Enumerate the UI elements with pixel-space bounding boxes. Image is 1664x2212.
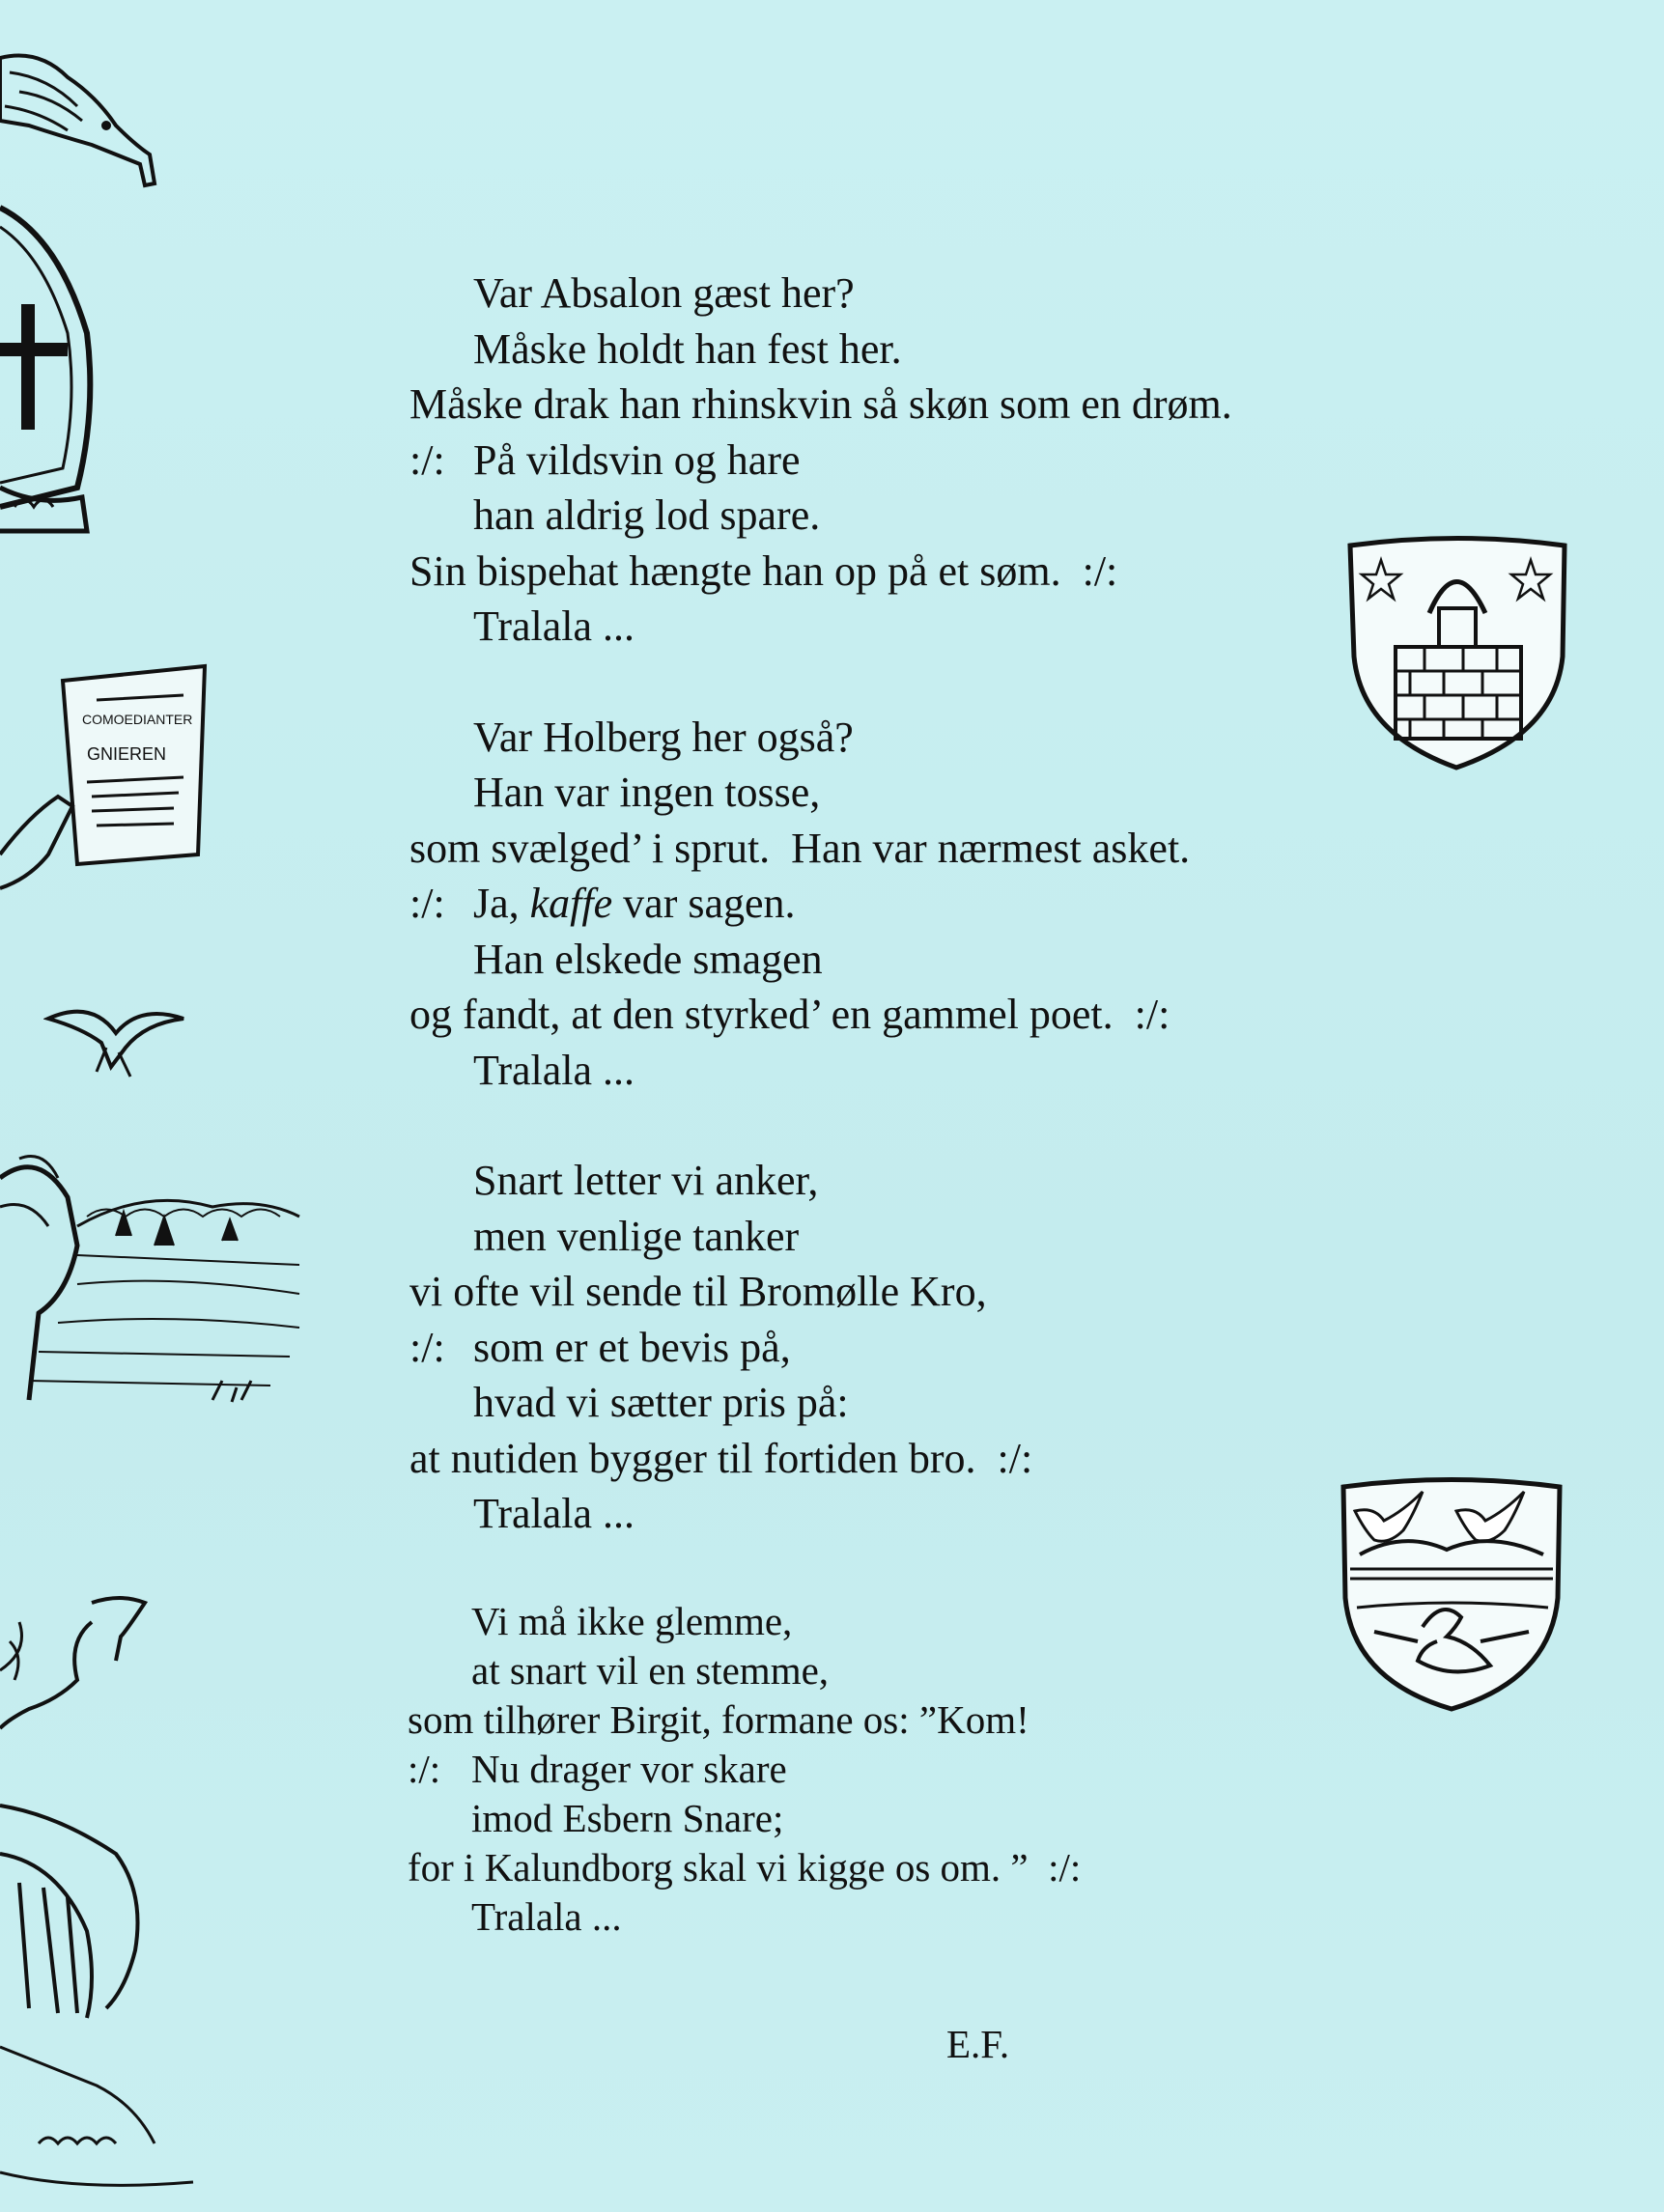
line-text: som tilhører Birgit, formane os: ”Kom! [408, 1696, 1029, 1742]
poster-text-1: COMOEDIANTER [82, 712, 193, 727]
line-text: Snart letter vi anker, [473, 1157, 819, 1204]
well-coat-of-arms-icon [1342, 531, 1574, 772]
repeat-mark: :/: [409, 435, 445, 484]
line-text: På vildsvin og hare [473, 435, 801, 484]
signature: E.F. [946, 2022, 1010, 2066]
poem-line [409, 322, 1375, 378]
poem-line [408, 1745, 1375, 1794]
line-text: var sagen. [612, 880, 796, 927]
poem-line [409, 266, 1375, 322]
repeat-mark: :/: [408, 1746, 441, 1791]
poem-line [409, 710, 1375, 766]
stanza [409, 1153, 1375, 1542]
line-text: vi ofte vil sende til Bromølle Kro, [409, 1268, 987, 1315]
stanza [408, 1597, 1375, 1942]
line-text: Tralala ... [471, 1893, 622, 1939]
poem-line [409, 488, 1375, 544]
line-text: Nu drager vor skare [471, 1746, 787, 1791]
dragon-icon [0, 19, 174, 193]
line-text: Han var ingen tosse, [473, 769, 821, 816]
poem-line [409, 1486, 1375, 1542]
line-text: imod Esbern Snare; [471, 1795, 784, 1840]
poem-line [409, 1043, 1375, 1099]
line-text-italic: kaffe [529, 880, 613, 927]
poem-line [409, 377, 1375, 433]
line-text: hvad vi sætter pris på: [473, 1379, 849, 1426]
line-text: men venlige tanker [473, 1212, 800, 1260]
poem-line [409, 821, 1375, 877]
poem-line [409, 599, 1375, 655]
poem-line [409, 544, 1375, 600]
poem [409, 266, 1375, 1997]
poem-line [409, 433, 1375, 489]
poem-line [408, 1695, 1375, 1745]
line-text: Han elskede smagen [473, 935, 823, 983]
poster-icon [0, 661, 212, 903]
poem-line [409, 1320, 1375, 1376]
line-text: Sin bispehat hængte han op på et søm. :/: [409, 546, 1118, 595]
poem-line [408, 1892, 1375, 1942]
line-text: Var Holberg her også? [473, 713, 854, 761]
poem-line [409, 932, 1375, 988]
line-text: som svælged’ i sprut. Han var nærmest asket. [409, 824, 1191, 872]
line-text: Var Absalon gæst her? [473, 269, 855, 317]
repeat-mark: :/: [409, 880, 445, 927]
poem-line [409, 1375, 1375, 1431]
line-text: Ja, [473, 880, 530, 927]
poem-line [409, 765, 1375, 821]
poem-line [409, 1209, 1375, 1265]
line-text: Måske drak han rhinskvin så skøn som en drøm. [409, 380, 1232, 428]
line-text: som er et bevis på, [473, 1323, 791, 1371]
repeat-mark: :/: [409, 1323, 445, 1371]
poem-line [408, 1646, 1375, 1695]
poem-line [409, 1264, 1375, 1320]
line-text: Vi må ikke glemme, [471, 1598, 793, 1643]
bird-icon [43, 994, 188, 1081]
line-text: han aldrig lod spare. [473, 491, 821, 539]
poem-line [408, 1597, 1375, 1646]
line-text: for i Kalundborg skal vi kigge os om. ” :/: [408, 1844, 1082, 1890]
stanza [409, 266, 1375, 655]
poem-line [408, 1843, 1375, 1892]
poem-line [408, 1794, 1375, 1843]
stanza [409, 710, 1375, 1099]
poem-line [409, 1431, 1375, 1487]
landscape-icon [0, 1120, 309, 1429]
line-text: at snart vil en stemme, [471, 1647, 830, 1693]
poster-text-2: GNIEREN [87, 744, 167, 764]
bishop-mitre-icon [0, 198, 106, 536]
line-text: Tralala ... [473, 1046, 635, 1094]
poem-line [409, 1153, 1375, 1209]
line-text: Tralala ... [473, 1490, 635, 1537]
line-text: og fandt, at den styrked’ en gammel poet. :/: [409, 991, 1170, 1038]
goblet-figure-icon [0, 1564, 212, 2211]
line-text: Tralala ... [473, 602, 635, 650]
line-text: at nutiden bygger til fortiden bro. :/: [409, 1434, 1033, 1482]
poem-line [409, 987, 1375, 1043]
line-text: Måske holdt han fest her. [473, 324, 902, 373]
poem-line [409, 876, 1375, 932]
